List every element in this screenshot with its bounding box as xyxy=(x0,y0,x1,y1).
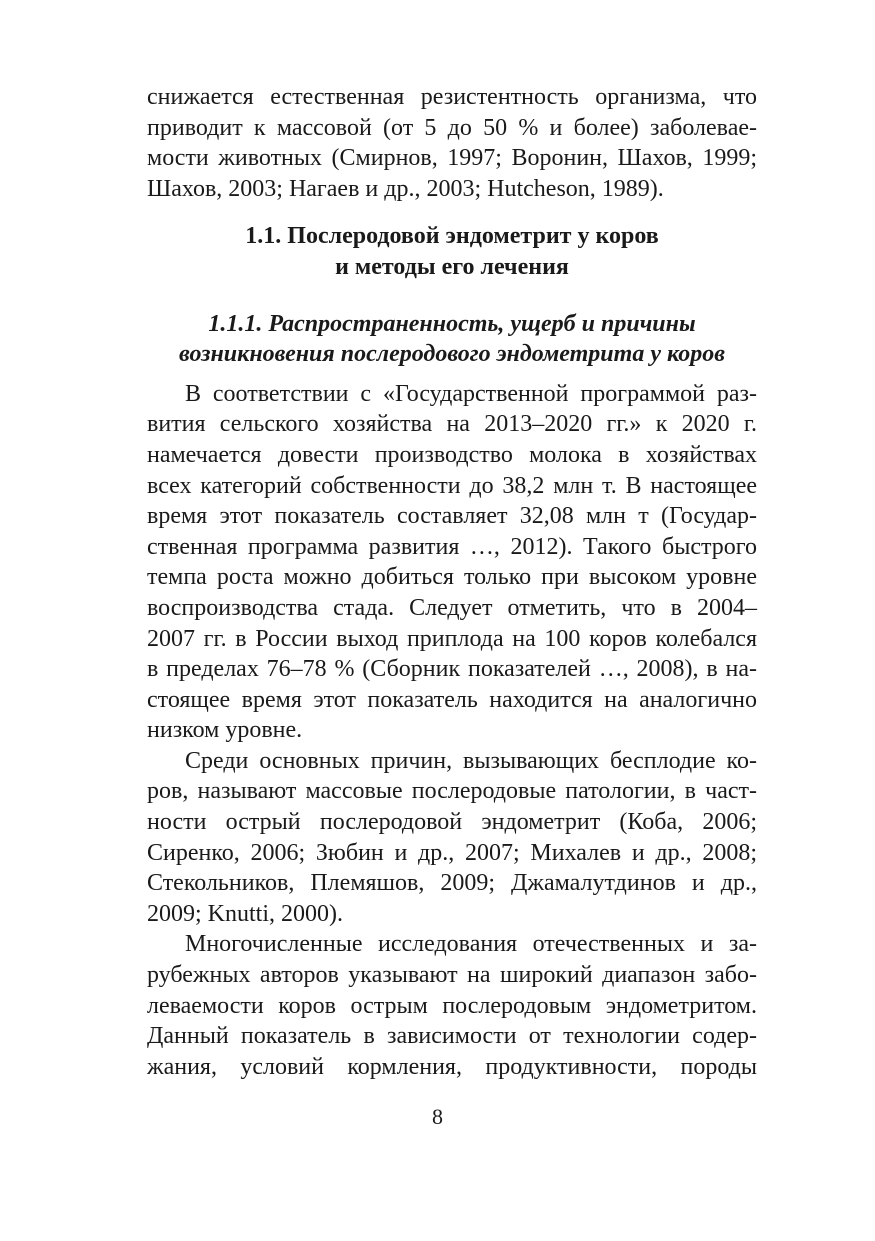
paragraph-line: жания, условий кормления, продуктивности, породы xyxy=(147,1053,757,1080)
paragraph-line: Шахов, 2003; Нагаев и др., 2003; Hutcheson, 1989). xyxy=(147,175,664,202)
section-heading xyxy=(147,221,757,282)
paragraph-line: воспроизводства стада. Следует отметить, что в 2004– xyxy=(147,594,757,621)
paragraph-line: приводит к массовой (от 5 до 50 % и более) заболевае- xyxy=(147,114,757,141)
paragraph-line: время этот показатель составляет 32,08 млн т (Государ- xyxy=(147,503,757,530)
paragraph-line: в пределах 76–78 % (Сборник показателей …, 2008), в на- xyxy=(147,656,757,683)
paragraph-line: леваемости коров острым послеродовым эндометритом. xyxy=(147,992,757,1019)
paragraph-2 xyxy=(147,379,757,746)
section-heading-line-1: 1.1. Послеродовой эндометрит у коров xyxy=(245,223,659,250)
paragraph-line: 2007 гг. в России выход приплода на 100 коров колебался xyxy=(147,625,757,652)
paragraph-line: стоящее время этот показатель находится на аналогично xyxy=(147,686,757,713)
section-heading-line-2: и методы его лечения xyxy=(335,253,569,280)
paragraph-line: Сиренко, 2006; Зюбин и др., 2007; Михалев и др., 2008; xyxy=(147,839,757,866)
paragraph-line: мости животных (Смирнов, 1997; Воронин, Шахов, 1999; xyxy=(147,145,757,172)
paragraph-line: В соответствии с «Государственной программой раз- xyxy=(185,380,757,407)
paragraph-line: снижается естественная резистентность организма, что xyxy=(147,84,757,110)
page-number: 8 xyxy=(432,1104,443,1129)
paragraph-line: рубежных авторов указывают на широкий диапазон забо- xyxy=(147,962,757,989)
paragraph-3 xyxy=(147,746,757,930)
paragraph-1 xyxy=(147,82,757,204)
paragraph-line: Многочисленные исследования отечественных и за- xyxy=(185,931,757,958)
subsection-heading-line-2: возникновения послеродового эндометрита у коров xyxy=(179,341,725,368)
subsection-heading xyxy=(147,309,757,370)
paragraph-line: ственная программа развития …, 2012). Такого быстрого xyxy=(147,533,757,560)
paragraph-line: вития сельского хозяйства на 2013–2020 гг.» к 2020 г. xyxy=(147,411,757,438)
page-body xyxy=(147,82,757,1082)
subsection-heading-line-1: 1.1.1. Распространенность, ущерб и причины xyxy=(208,310,696,337)
paragraph-line: низком уровне. xyxy=(147,717,303,744)
paragraph-line: Стекольников, Племяшов, 2009; Джамалутдинов и др., xyxy=(147,870,757,897)
paragraph-line: ров, называют массовые послеродовые патологии, в част- xyxy=(147,778,757,805)
paragraph-line: темпа роста можно добиться только при высоком уровне xyxy=(147,564,757,591)
paragraph-4 xyxy=(147,929,757,1082)
paragraph-line: ности острый послеродовой эндометрит (Коба, 2006; xyxy=(147,809,757,836)
paragraph-line: Среди основных причин, вызывающих бесплодие ко- xyxy=(185,747,757,774)
paragraph-line: намечается довести производство молока в хозяйствах xyxy=(147,441,757,468)
paragraph-line: 2009; Knutti, 2000). xyxy=(147,900,343,927)
paragraph-line: Данный показатель в зависимости от технологии содер- xyxy=(147,1023,757,1050)
paragraph-line: всех категорий собственности до 38,2 млн т. В настоящее xyxy=(147,472,757,499)
